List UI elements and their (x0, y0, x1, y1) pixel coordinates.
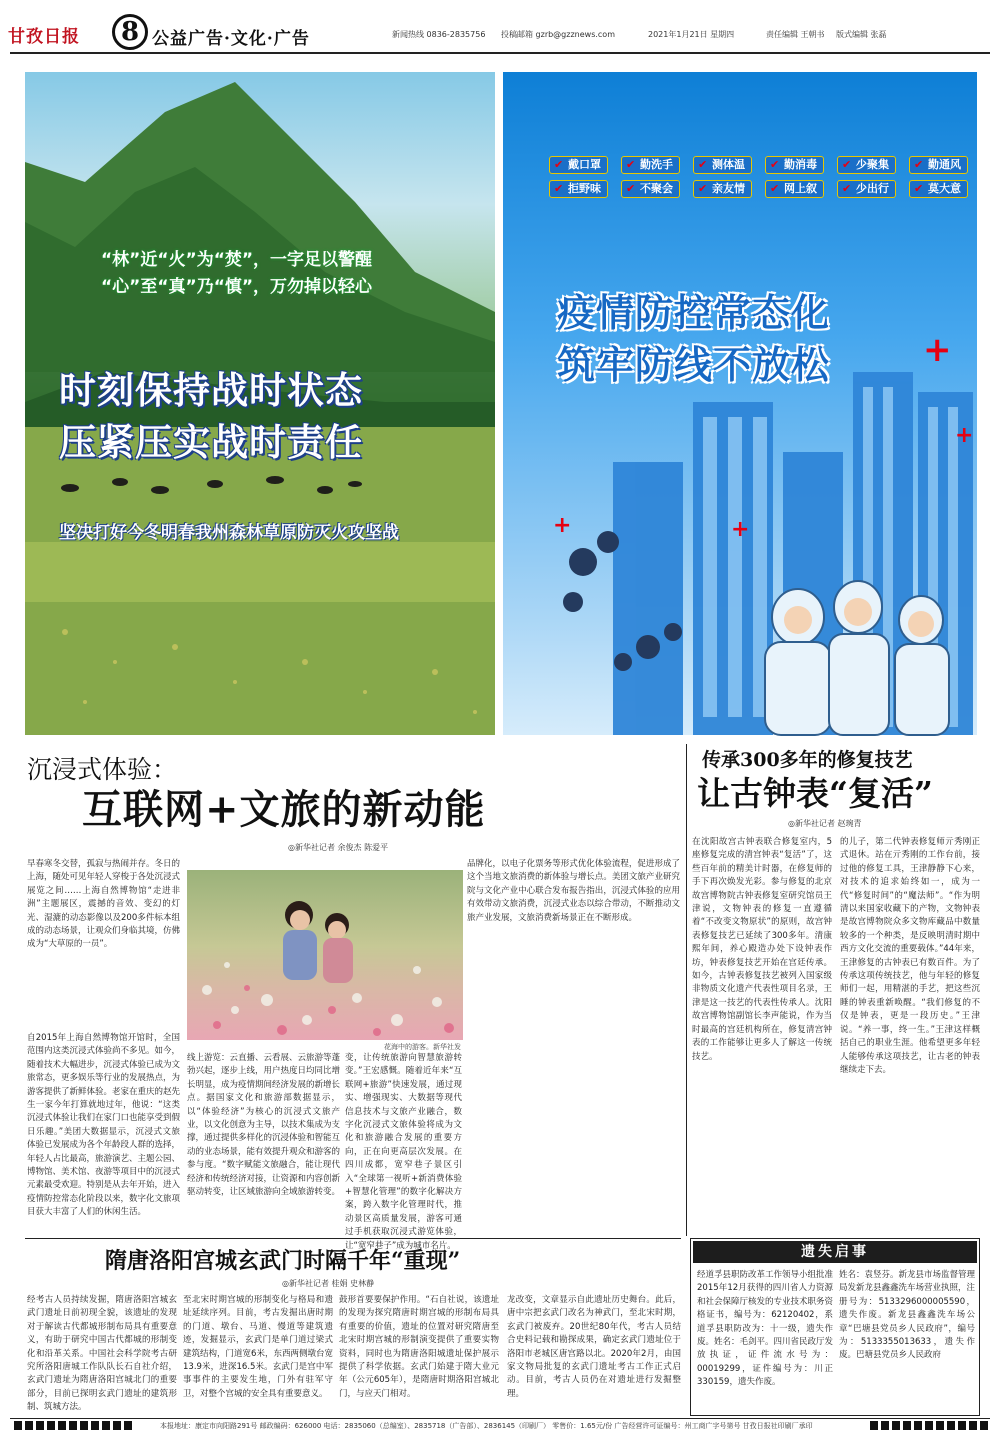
editor: 责任编辑 王朝书 (766, 30, 825, 39)
footer-rule (10, 1418, 990, 1419)
article-kicker: 传承300多年的修复技艺 (702, 749, 913, 771)
tag-avoid-gathering: ✔ 少聚集 (837, 156, 896, 174)
medical-staff-figures (765, 581, 949, 735)
article-body-col2: 至北宋时期宫城的形制变化与格局和遗址延续序列。目前，考古发掘出唐时期的门道、墩台、马道、慢道等建筑遗迹，发掘显示，玄武门是单门道过梁式建筑结构，门道宽6米，东西两侧墩台宽13.9米，进深16.5米。玄武门是宫中军事事件的主要发生地，门外有驻军守卫，对整个宫城的安全具有重要意义。 (183, 1295, 333, 1399)
article-body-col4: 龙改变，文章显示自此遗址历史舞台。此后，唐中宗把玄武门改名为神武门，至北宋时期，玄武门被废弃。20世纪80年代，考古人员结合史料记载和勘探成果，确定玄武门遗址位于洛阳市老城区唐宫路以北。2020年2月，由国家文物局批复的玄武门遗址考古工作正式启动。目前，考古人员仍在对遗址进行发掘整理。 (507, 1295, 681, 1399)
tag-wash-hands: ✔ 勤洗手 (621, 156, 680, 174)
footer-info: 本报地址：康定市向阳路291号 邮政编码：626000 电话：2835060（总编室）、2835718（广告部）、2836145（印刷厂） 零售价：1.65元/份 广告经营许可证编号：州工商广字号第号 甘孜日报社印刷厂承印 (160, 1422, 813, 1430)
article-byline: ◎新华社记者 赵琬青 (788, 819, 862, 828)
tag-wear-mask: ✔ 戴口罩 (549, 156, 608, 174)
headline-line-2: 压紧压实战时责任 (59, 421, 363, 464)
designer: 版式编辑 张磊 (836, 30, 887, 39)
column-divider (686, 744, 687, 1236)
article-title: 互联网+文旅的新动能 (82, 786, 486, 833)
tag-stay-alert: ✔ 莫大意 (909, 180, 968, 198)
article-byline: ◎新华社记者 余俊杰 陈爱平 (288, 843, 389, 852)
article-body-col3: 线上游览：云直播、云看展、云旅游等蓬勃兴起，逐步上线，用户热度日均同比增长明显，成为疫情期间经济发展的新增长点。据国家文化和旅游部数据显示，以“体验经济”为核心的沉浸式文旅产业，以文化创意为主导，以技术集成为支撑，通过提供多样化的沉浸体验和智能互动的业态场景，能有效提升观众和游客的参与度。“数字赋能文旅融合，能让现代经济和传统经济对接，让资源和内容创新驱动转变，让区域旅游向全域旅游转变。 (187, 1053, 341, 1198)
tag-ventilate: ✔ 勤通风 (909, 156, 968, 174)
lost-notice-box (690, 1238, 980, 1416)
article-body-col1-bottom: 自2015年上海自然博物馆开馆时，全国范围内这类沉浸式体验尚不多见。如今，随着技术大幅进步，沉浸式体验已成为文旅常态，更多娱乐等行业的发展热点，为游客提供了新鲜体验。老家在重庆的赵先生一家今年打算就地过年，他说：“这类沉浸式体验让我们在家门口也能享受到假日乐趣。”美团大数据显示，沉浸式文旅体验已发展成为各个年龄段人群的选择，年轻人占比最高，旅游演艺、主题公园、博物馆、美术馆、夜游等项目中的沉浸式元素最受欢迎。特别是从去年开始，进入疫情防控常态化阶段以来，数字化文旅项目获大丰富了人们的休闲生活。 (27, 1033, 181, 1218)
article-body-col1-top: 早春寒冬交替，孤寂与热闹并存。冬日的上海，随处可见年轻人穿梭于各处沉浸式展览之间……上海自然博物馆“走进非洲”主题展区，震撼的音效、变幻的灯光、湿漉的动态影像以及200多件标本组成的动态场景，让观众们身临其境，仿佛成为“大草原的一员”。 (27, 859, 181, 950)
city-and-medics-illustration (503, 72, 977, 735)
registration-marks (870, 1421, 990, 1430)
masthead-rule (10, 52, 990, 54)
article-title: 隋唐洛阳宫城玄武门时隔千年“重现” (105, 1248, 461, 1274)
hotline: 新闻热线 0836-2835756 (392, 30, 486, 39)
article-byline: ◎新华社记者 桂娟 史林静 (282, 1279, 375, 1288)
article-body-col2: 品牌化，以电子化票务等形式优化体验流程，促进形成了这个当地文旅消费的新体验与增长点。美团文旅产业研究院与文化产业中心联合发布报告指出，沉浸式体验的应用有效带动文旅消费，沉浸式业态以综合带动，不断推动文旅产业发展，文旅消费新场景正在不断形成。 (467, 859, 680, 923)
headline-line-1: 时刻保持战时状态 (59, 369, 363, 412)
newspaper-logo: 甘孜日报 (8, 27, 80, 47)
campaign-subline: 坚决打好今冬明春我州森林草原防灭火攻坚战 (59, 523, 399, 543)
tag-refuse-wild-game: ✔ 拒野味 (549, 180, 608, 198)
article-kicker: 沉浸式体验： (27, 755, 178, 784)
headline-line-1: 疫情防控常态化 (557, 291, 831, 335)
tag-no-parties: ✔ 不聚会 (621, 180, 680, 198)
tag-take-temperature: ✔ 测体温 (693, 156, 752, 174)
article-body-col1: 在沈阳故宫古钟表联合修复室内，5座修复完成的清宫钟表“复活”了，这些百年前的精美计时器，在修复师的手下再次焕发光彩。参与修复的北京故宫博物院古钟表修复室研究馆员王津说，文物钟表的修复一直遵循着“不改变文物原状”的原则，故宫钟表修复技艺已延续了300多年。清康熙年间，养心殿造办处下设钟表作坊，钟表修复技艺开始在宫廷传承。如今，古钟表修复技艺被列入国家级非物质文化遗产代表性项目名录，王津是这一技艺的代表性传承人。沈阳故宫博物馆副馆长李声能说，作为当时最高的宫廷机构所在，修复清宫钟表的工作能够让更多人了解这一传统技艺。 (692, 837, 832, 1062)
notice-col1: 经道孚县职防改革工作领导小组批准2015年12月获得的四川省人力资源和社会保障厅核发的专业技术职务资格证书，编号为：62120402，系道孚县职防改为：十一级，遗失作废。姓名：毛剑平。四川省民政厅发放执证，证件流水号为：00019299，证件编号为：川正 330159，遗失作废。 (697, 1270, 834, 1388)
article-body-col1: 经考古人员持续发掘，隋唐洛阳宫城玄武门遗址日前初现全貌，该遗址的发现对于解读古代都城形制布局具有重要意义，有助于研究中国古代都城的形制变化和沿革关系。中国社会科学院考古研究所洛阳唐城工作队队长石自社介绍，玄武门遗址为隋唐洛阳宫城北门的重要部分，目前已探明玄武门遗址的建筑形制、筑城方法。 (27, 1295, 177, 1413)
flower-field-photo (187, 870, 463, 1040)
section-title: 公益广告·文化·广告 (152, 29, 310, 49)
medical-cross-icon: + (923, 330, 952, 370)
section-rule (25, 1238, 681, 1239)
tag-chat-online: ✔ 网上叙 (765, 180, 824, 198)
motto-line-1: “林”近“火”为“焚”，一字足以警醒 (101, 250, 373, 270)
motto-line-2: “心”至“真”乃“慎”，万勿掉以轻心 (101, 277, 373, 297)
notice-col2: 姓名：袁竖芬。新龙县市场监督管理局发新龙县鑫鑫洗车场营业执照，注册号为：5133296000005590，遗失作废。新龙县鑫鑫洗车场公章“巴塘县党员乡人民政府”，编号为：5133355013633，遗失作废。巴塘县党员乡人民政府 (839, 1270, 976, 1361)
registration-marks (14, 1421, 134, 1430)
email: 投稿邮箱 gzrb@gzznews.com (501, 30, 615, 39)
page-number: 8 (112, 14, 148, 50)
svg-text:+: + (553, 513, 572, 538)
photo-caption: 花海中的游客。新华社发 (384, 1043, 461, 1051)
notice-title: 遗失启事 (693, 1241, 977, 1263)
epidemic-prevention-ad (503, 72, 977, 735)
tag-travel-less: ✔ 少出行 (837, 180, 896, 198)
article-body-col3: 鼓形首要要保护作用。“石自社说，该遗址的发现为探究隋唐时期宫城的形制布局具有重要的价值，遗址的位置对研究隋唐至北宋时期宫城的形制演变提供了重要实物资料，同时也为隋唐洛阳城遗址保护展示提供了科学依据。玄武门始建于隋大业元年（公元605年），是隋唐时期洛阳宫城北门，与应天门相对。 (339, 1295, 499, 1399)
tag-disinfect: ✔ 勤消毒 (765, 156, 824, 174)
fire-prevention-ad (25, 72, 495, 735)
article-body-col4: 变，让传统旅游向智慧旅游转变。”王宏感慨。随着近年来“互联网+旅游”快速发展，通过现实、增强现实、大数据等现代信息技术与文旅产业融合，数字化沉浸式文旅体验将成为文化和旅游融合发展的重要方向，正在向更高层次发展。在四川成都，宽窄巷子景区引入“全球第一视听+新消费体验+智慧化管理”的数字化解决方案，跨入数字化管理时代，推动景区高质量发展，游客可通过手机获取沉浸式游览体验，让“宽窄巷子”成为城市名片。 (345, 1053, 462, 1251)
headline-line-2: 筑牢防线不放松 (557, 343, 831, 387)
article-body-col2: 的儿子，第二代钟表修复师亓秀刚正式退休。站在亓秀刚的工作台前，接过他的修复工具，王津静静下心来，对技术的追求始终如一，成为一代“修复时间”的“魔法师”。“作为明清以来国家收藏下的产物，文物钟表是故宫博物院众多文物库藏品中数量较多的一个种类，是反映明清时期中西方文化交流的重要载体。”44年来，王津修复的古钟表已有数百件。为了传承这项传统技艺，他与年轻的修复师们一起，用精湛的手艺，把这些沉睡的钟表重新唤醒。“我们修复的不仅是钟表，更是一段历史。”王津说。“养一事，终一生。”王津这样概括自己的职业生涯。他希望更多年轻人能够传承这项技艺，让古老的钟表继续走下去。 (840, 837, 980, 1075)
tag-family-ties: ✔ 亲友情 (693, 180, 752, 198)
svg-text:+: + (955, 423, 974, 448)
issue-date: 2021年1月21日 星期四 (648, 30, 735, 39)
article-title: 让古钟表“复活” (697, 774, 933, 813)
svg-text:+: + (731, 517, 750, 542)
